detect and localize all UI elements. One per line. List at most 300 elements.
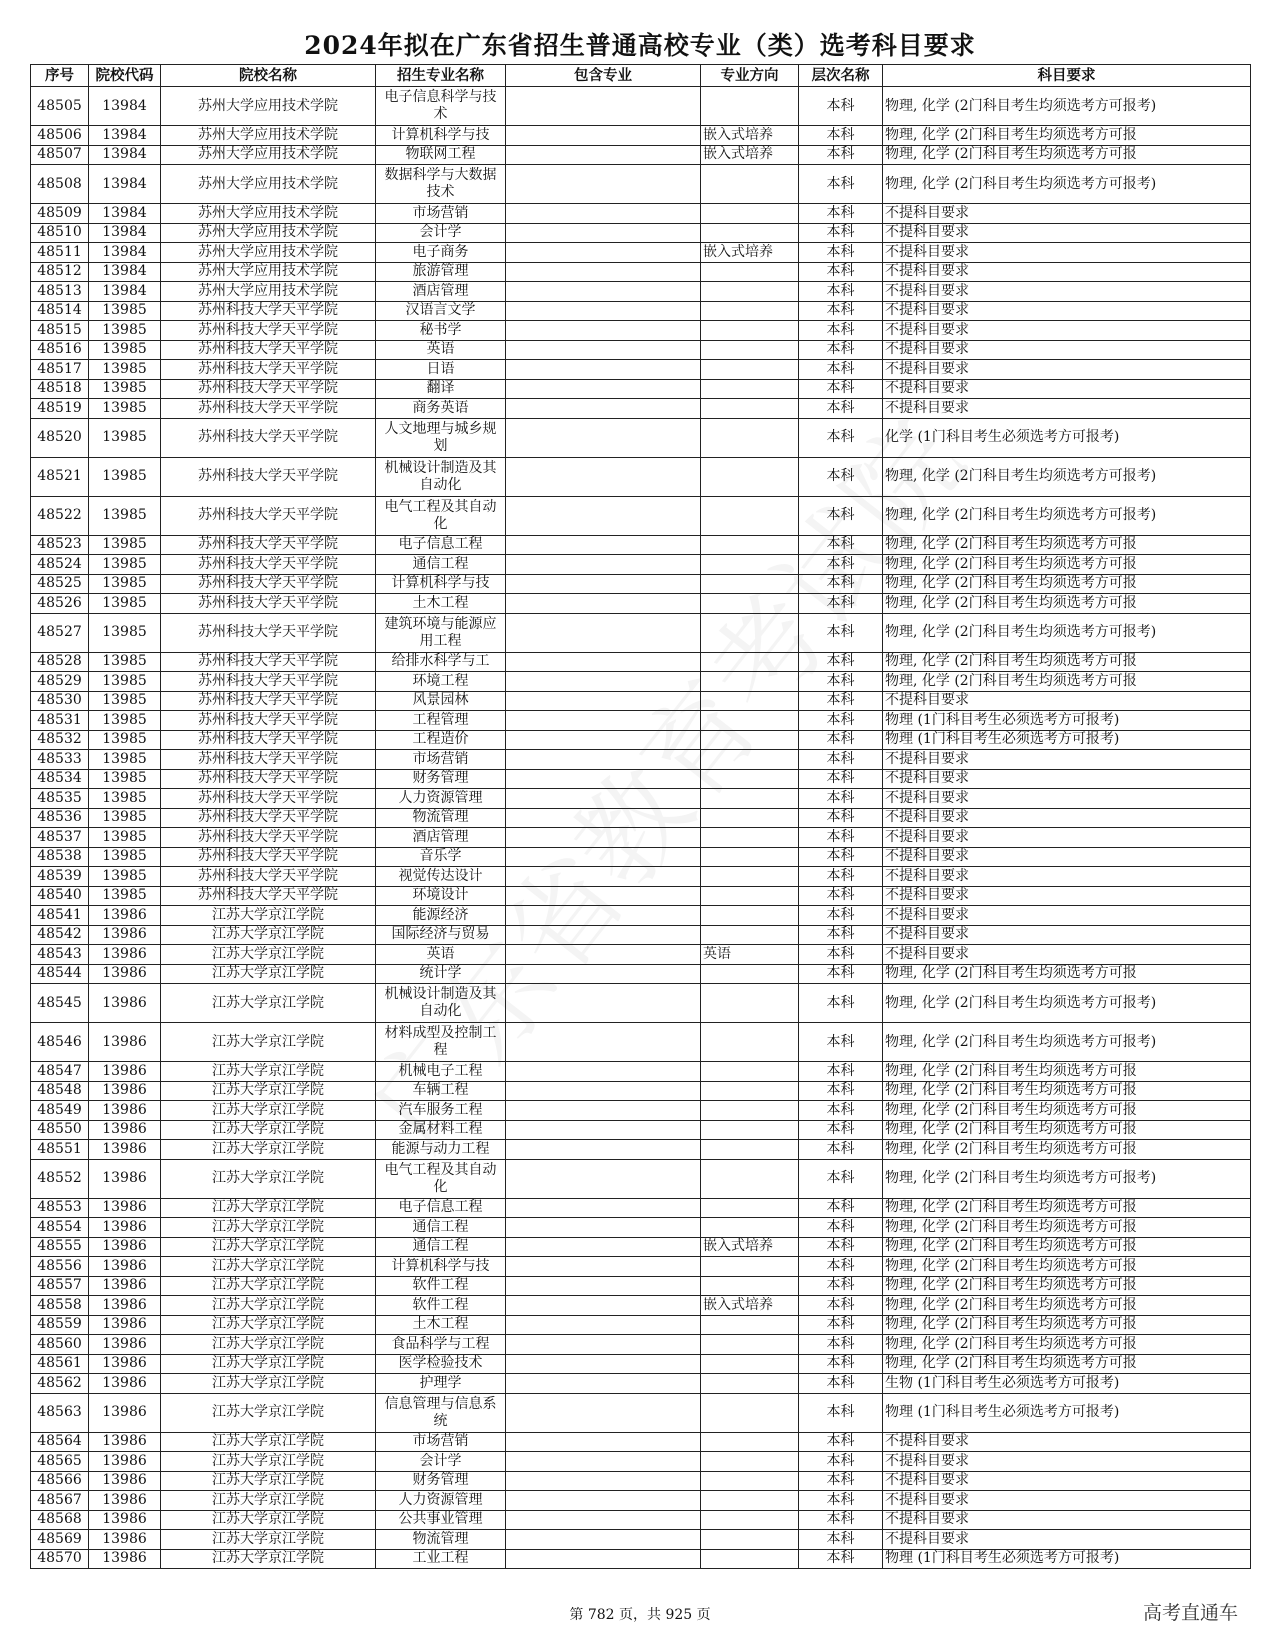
cell-included-majors <box>506 243 701 263</box>
cell-major-name: 能源与动力工程 <box>376 1140 506 1160</box>
cell-seq: 48511 <box>31 243 89 263</box>
cell-included-majors <box>506 1296 701 1316</box>
cell-school-code: 13986 <box>89 1237 161 1257</box>
cell-direction <box>701 594 799 614</box>
cell-level: 本科 <box>799 730 883 750</box>
cell-level: 本科 <box>799 321 883 341</box>
cell-school-name: 江苏大学京江学院 <box>161 984 376 1023</box>
cell-subject-req: 物理, 化学 (2门科目考生均须选考方可报 <box>883 1198 1251 1218</box>
cell-subject-req: 不提科目要求 <box>883 828 1251 848</box>
cell-school-name: 苏州科技大学天平学院 <box>161 457 376 496</box>
table-row <box>31 984 1251 1023</box>
cell-major-name: 通信工程 <box>376 1218 506 1238</box>
cell-subject-req: 物理, 化学 (2门科目考生均须选考方可报 <box>883 1296 1251 1316</box>
cell-included-majors <box>506 1374 701 1394</box>
cell-seq: 48569 <box>31 1530 89 1550</box>
cell-level: 本科 <box>799 360 883 380</box>
cell-school-name: 江苏大学京江学院 <box>161 1471 376 1491</box>
cell-level: 本科 <box>799 808 883 828</box>
cell-major-name: 数据科学与大数据技术 <box>376 165 506 204</box>
table-row <box>31 672 1251 692</box>
cell-seq: 48507 <box>31 145 89 165</box>
col-header-level: 层次名称 <box>799 65 883 87</box>
cell-major-name: 酒店管理 <box>376 828 506 848</box>
cell-seq: 48539 <box>31 867 89 887</box>
cell-included-majors <box>506 1198 701 1218</box>
cell-subject-req: 不提科目要求 <box>883 1491 1251 1511</box>
cell-school-name: 苏州大学应用技术学院 <box>161 126 376 146</box>
cell-subject-req: 物理, 化学 (2门科目考生均须选考方可报 <box>883 145 1251 165</box>
cell-seq: 48544 <box>31 964 89 984</box>
cell-included-majors <box>506 165 701 204</box>
cell-school-name: 苏州大学应用技术学院 <box>161 262 376 282</box>
cell-major-name: 物流管理 <box>376 1530 506 1550</box>
cell-level: 本科 <box>799 925 883 945</box>
cell-level: 本科 <box>799 418 883 457</box>
cell-direction <box>701 457 799 496</box>
cell-seq: 48565 <box>31 1452 89 1472</box>
cell-school-name: 江苏大学京江学院 <box>161 1530 376 1550</box>
cell-level: 本科 <box>799 1159 883 1198</box>
brand-logo-text: 高考直通车 <box>1142 1602 1238 1624</box>
cell-subject-req: 物理, 化学 (2门科目考生均须选考方可报 <box>883 1218 1251 1238</box>
cell-school-code: 13986 <box>89 1549 161 1569</box>
cell-level: 本科 <box>799 964 883 984</box>
cell-level: 本科 <box>799 750 883 770</box>
cell-direction <box>701 789 799 809</box>
cell-major-name: 市场营销 <box>376 750 506 770</box>
cell-major-name: 工程造价 <box>376 730 506 750</box>
cell-school-name: 江苏大学京江学院 <box>161 1491 376 1511</box>
table-row <box>31 1530 1251 1550</box>
cell-direction <box>701 204 799 224</box>
cell-seq: 48505 <box>31 87 89 126</box>
cell-subject-req: 不提科目要求 <box>883 945 1251 965</box>
cell-major-name: 信息管理与信息系统 <box>376 1393 506 1432</box>
cell-school-code: 13985 <box>89 613 161 652</box>
cell-included-majors <box>506 282 701 302</box>
cell-subject-req: 物理, 化学 (2门科目考生均须选考方可报 <box>883 1081 1251 1101</box>
cell-seq: 48568 <box>31 1510 89 1530</box>
cell-direction: 嵌入式培养 <box>701 145 799 165</box>
table-row <box>31 87 1251 126</box>
cell-subject-req: 物理, 化学 (2门科目考生均须选考方可报 <box>883 1140 1251 1160</box>
cell-school-code: 13986 <box>89 964 161 984</box>
cell-level: 本科 <box>799 1374 883 1394</box>
cell-major-name: 统计学 <box>376 964 506 984</box>
cell-seq: 48537 <box>31 828 89 848</box>
cell-level: 本科 <box>799 847 883 867</box>
cell-level: 本科 <box>799 1393 883 1432</box>
table-row <box>31 1315 1251 1335</box>
table-row <box>31 964 1251 984</box>
cell-subject-req: 物理, 化学 (2门科目考生均须选考方可报 <box>883 555 1251 575</box>
cell-seq: 48557 <box>31 1276 89 1296</box>
cell-major-name: 视觉传达设计 <box>376 867 506 887</box>
cell-subject-req: 不提科目要求 <box>883 399 1251 419</box>
table-body <box>31 87 1251 1569</box>
cell-seq: 48532 <box>31 730 89 750</box>
cell-included-majors <box>506 808 701 828</box>
cell-direction <box>701 672 799 692</box>
cell-school-name: 江苏大学京江学院 <box>161 1120 376 1140</box>
cell-included-majors <box>506 1140 701 1160</box>
cell-seq: 48514 <box>31 301 89 321</box>
cell-level: 本科 <box>799 1315 883 1335</box>
cell-school-code: 13985 <box>89 867 161 887</box>
cell-subject-req: 物理, 化学 (2门科目考生均须选考方可报考) <box>883 984 1251 1023</box>
cell-subject-req: 物理, 化学 (2门科目考生均须选考方可报 <box>883 1101 1251 1121</box>
cell-school-name: 苏州科技大学天平学院 <box>161 789 376 809</box>
cell-included-majors <box>506 1159 701 1198</box>
cell-included-majors <box>506 1062 701 1082</box>
cell-school-name: 苏州科技大学天平学院 <box>161 321 376 341</box>
table-row <box>31 613 1251 652</box>
cell-subject-req: 物理, 化学 (2门科目考生均须选考方可报考) <box>883 1159 1251 1198</box>
cell-subject-req: 不提科目要求 <box>883 769 1251 789</box>
cell-included-majors <box>506 340 701 360</box>
cell-seq: 48548 <box>31 1081 89 1101</box>
cell-school-name: 江苏大学京江学院 <box>161 1315 376 1335</box>
cell-major-name: 酒店管理 <box>376 282 506 302</box>
table-row <box>31 808 1251 828</box>
cell-school-name: 江苏大学京江学院 <box>161 1159 376 1198</box>
cell-level: 本科 <box>799 204 883 224</box>
cell-major-name: 物流管理 <box>376 808 506 828</box>
cell-included-majors <box>506 691 701 711</box>
cell-level: 本科 <box>799 1452 883 1472</box>
cell-direction <box>701 1471 799 1491</box>
cell-included-majors <box>506 828 701 848</box>
cell-direction <box>701 769 799 789</box>
cell-subject-req: 物理, 化学 (2门科目考生均须选考方可报 <box>883 535 1251 555</box>
table-row <box>31 1510 1251 1530</box>
cell-direction <box>701 321 799 341</box>
cell-direction <box>701 1023 799 1062</box>
cell-school-name: 苏州科技大学天平学院 <box>161 730 376 750</box>
cell-direction <box>701 360 799 380</box>
cell-major-name: 计算机科学与技 <box>376 126 506 146</box>
cell-included-majors <box>506 574 701 594</box>
cell-school-name: 苏州科技大学天平学院 <box>161 711 376 731</box>
cell-school-code: 13986 <box>89 1393 161 1432</box>
cell-included-majors <box>506 613 701 652</box>
cell-direction <box>701 711 799 731</box>
cell-level: 本科 <box>799 1062 883 1082</box>
table-row <box>31 457 1251 496</box>
table-row <box>31 1257 1251 1277</box>
cell-subject-req: 不提科目要求 <box>883 204 1251 224</box>
col-header-subject-req: 科目要求 <box>883 65 1251 87</box>
cell-school-name: 江苏大学京江学院 <box>161 1237 376 1257</box>
cell-subject-req: 不提科目要求 <box>883 789 1251 809</box>
cell-included-majors <box>506 789 701 809</box>
cell-major-name: 材料成型及控制工程 <box>376 1023 506 1062</box>
cell-school-code: 13986 <box>89 984 161 1023</box>
cell-direction <box>701 282 799 302</box>
cell-major-name: 人力资源管理 <box>376 789 506 809</box>
cell-direction <box>701 418 799 457</box>
cell-major-name: 机械电子工程 <box>376 1062 506 1082</box>
cell-seq: 48562 <box>31 1374 89 1394</box>
cell-seq: 48570 <box>31 1549 89 1569</box>
cell-school-name: 苏州科技大学天平学院 <box>161 301 376 321</box>
cell-major-name: 市场营销 <box>376 204 506 224</box>
cell-seq: 48520 <box>31 418 89 457</box>
table-row <box>31 750 1251 770</box>
cell-included-majors <box>506 1218 701 1238</box>
cell-school-name: 江苏大学京江学院 <box>161 945 376 965</box>
cell-school-code: 13984 <box>89 165 161 204</box>
cell-major-name: 国际经济与贸易 <box>376 925 506 945</box>
table-row <box>31 886 1251 906</box>
table-row <box>31 399 1251 419</box>
cell-major-name: 通信工程 <box>376 1237 506 1257</box>
cell-school-name: 江苏大学京江学院 <box>161 1549 376 1569</box>
table-row <box>31 379 1251 399</box>
cell-direction <box>701 165 799 204</box>
cell-included-majors <box>506 886 701 906</box>
cell-school-name: 苏州科技大学天平学院 <box>161 672 376 692</box>
cell-school-name: 江苏大学京江学院 <box>161 1140 376 1160</box>
table-row <box>31 282 1251 302</box>
cell-major-name: 人文地理与城乡规划 <box>376 418 506 457</box>
cell-seq: 48506 <box>31 126 89 146</box>
cell-level: 本科 <box>799 906 883 926</box>
cell-level: 本科 <box>799 769 883 789</box>
cell-seq: 48526 <box>31 594 89 614</box>
table-row <box>31 828 1251 848</box>
cell-included-majors <box>506 555 701 575</box>
cell-subject-req: 不提科目要求 <box>883 321 1251 341</box>
cell-major-name: 食品科学与工程 <box>376 1335 506 1355</box>
cell-school-code: 13986 <box>89 1198 161 1218</box>
cell-school-name: 苏州科技大学天平学院 <box>161 691 376 711</box>
cell-major-name: 会计学 <box>376 1452 506 1472</box>
cell-subject-req: 物理 (1门科目考生必须选考方可报考) <box>883 730 1251 750</box>
cell-subject-req: 不提科目要求 <box>883 262 1251 282</box>
cell-level: 本科 <box>799 574 883 594</box>
cell-direction <box>701 1198 799 1218</box>
table-row <box>31 204 1251 224</box>
cell-included-majors <box>506 1549 701 1569</box>
table-row <box>31 925 1251 945</box>
cell-seq: 48560 <box>31 1335 89 1355</box>
cell-major-name: 金属材料工程 <box>376 1120 506 1140</box>
cell-major-name: 商务英语 <box>376 399 506 419</box>
cell-direction <box>701 906 799 926</box>
cell-seq: 48551 <box>31 1140 89 1160</box>
cell-subject-req: 物理, 化学 (2门科目考生均须选考方可报 <box>883 1315 1251 1335</box>
cell-seq: 48525 <box>31 574 89 594</box>
cell-direction <box>701 691 799 711</box>
cell-school-name: 江苏大学京江学院 <box>161 1335 376 1355</box>
cell-subject-req: 物理, 化学 (2门科目考生均须选考方可报 <box>883 1276 1251 1296</box>
cell-major-name: 英语 <box>376 945 506 965</box>
cell-school-name: 苏州科技大学天平学院 <box>161 555 376 575</box>
col-header-direction: 专业方向 <box>701 65 799 87</box>
cell-direction <box>701 730 799 750</box>
cell-school-code: 13986 <box>89 1120 161 1140</box>
cell-seq: 48545 <box>31 984 89 1023</box>
cell-included-majors <box>506 1471 701 1491</box>
cell-school-code: 13986 <box>89 1452 161 1472</box>
cell-major-name: 环境工程 <box>376 672 506 692</box>
cell-subject-req: 不提科目要求 <box>883 379 1251 399</box>
cell-seq: 48540 <box>31 886 89 906</box>
cell-school-name: 江苏大学京江学院 <box>161 1062 376 1082</box>
table-row <box>31 340 1251 360</box>
cell-included-majors <box>506 204 701 224</box>
cell-school-name: 江苏大学京江学院 <box>161 964 376 984</box>
cell-subject-req: 不提科目要求 <box>883 301 1251 321</box>
cell-included-majors <box>506 906 701 926</box>
cell-direction <box>701 399 799 419</box>
cell-level: 本科 <box>799 1354 883 1374</box>
cell-major-name: 环境设计 <box>376 886 506 906</box>
cell-school-name: 江苏大学京江学院 <box>161 1257 376 1277</box>
cell-seq: 48554 <box>31 1218 89 1238</box>
cell-seq: 48523 <box>31 535 89 555</box>
cell-major-name: 物联网工程 <box>376 145 506 165</box>
cell-subject-req: 物理, 化学 (2门科目考生均须选考方可报 <box>883 672 1251 692</box>
cell-subject-req: 不提科目要求 <box>883 1530 1251 1550</box>
cell-level: 本科 <box>799 594 883 614</box>
cell-school-code: 13986 <box>89 1023 161 1062</box>
cell-subject-req: 不提科目要求 <box>883 886 1251 906</box>
cell-included-majors <box>506 1257 701 1277</box>
cell-major-name: 翻译 <box>376 379 506 399</box>
table-row <box>31 1081 1251 1101</box>
cell-school-code: 13984 <box>89 262 161 282</box>
cell-seq: 48518 <box>31 379 89 399</box>
cell-major-name: 音乐学 <box>376 847 506 867</box>
cell-level: 本科 <box>799 243 883 263</box>
cell-school-code: 13985 <box>89 574 161 594</box>
cell-school-name: 苏州大学应用技术学院 <box>161 145 376 165</box>
cell-school-name: 江苏大学京江学院 <box>161 1101 376 1121</box>
cell-level: 本科 <box>799 1257 883 1277</box>
table-row <box>31 574 1251 594</box>
cell-direction <box>701 1549 799 1569</box>
table-row <box>31 418 1251 457</box>
cell-included-majors <box>506 1335 701 1355</box>
table-row <box>31 1101 1251 1121</box>
cell-school-code: 13984 <box>89 87 161 126</box>
cell-direction <box>701 1257 799 1277</box>
cell-school-code: 13986 <box>89 1354 161 1374</box>
table-row <box>31 1218 1251 1238</box>
table-row <box>31 945 1251 965</box>
cell-level: 本科 <box>799 867 883 887</box>
cell-included-majors <box>506 1452 701 1472</box>
page-footer: 第 782 页，共 925 页 <box>569 1607 711 1623</box>
cell-direction <box>701 301 799 321</box>
cell-level: 本科 <box>799 1432 883 1452</box>
table-row <box>31 1354 1251 1374</box>
cell-major-name: 风景园林 <box>376 691 506 711</box>
cell-included-majors <box>506 87 701 126</box>
cell-subject-req: 物理, 化学 (2门科目考生均须选考方可报 <box>883 964 1251 984</box>
cell-major-name: 机械设计制造及其自动化 <box>376 457 506 496</box>
cell-direction <box>701 496 799 535</box>
cell-subject-req: 物理, 化学 (2门科目考生均须选考方可报考) <box>883 87 1251 126</box>
cell-school-code: 13986 <box>89 1510 161 1530</box>
cell-school-code: 13985 <box>89 711 161 731</box>
table-row <box>31 691 1251 711</box>
cell-school-name: 苏州科技大学天平学院 <box>161 418 376 457</box>
cell-direction <box>701 925 799 945</box>
col-header-school-code: 院校代码 <box>89 65 161 87</box>
table-row <box>31 262 1251 282</box>
cell-major-name: 通信工程 <box>376 555 506 575</box>
cell-school-name: 江苏大学京江学院 <box>161 925 376 945</box>
cell-school-code: 13984 <box>89 243 161 263</box>
cell-major-name: 日语 <box>376 360 506 380</box>
cell-school-code: 13985 <box>89 555 161 575</box>
cell-direction <box>701 1101 799 1121</box>
cell-school-name: 江苏大学京江学院 <box>161 1452 376 1472</box>
cell-direction <box>701 1315 799 1335</box>
cell-school-name: 江苏大学京江学院 <box>161 1023 376 1062</box>
cell-school-name: 苏州科技大学天平学院 <box>161 828 376 848</box>
cell-included-majors <box>506 360 701 380</box>
cell-subject-req: 不提科目要求 <box>883 1510 1251 1530</box>
cell-included-majors <box>506 711 701 731</box>
cell-direction <box>701 1062 799 1082</box>
cell-school-name: 苏州科技大学天平学院 <box>161 867 376 887</box>
table-row <box>31 789 1251 809</box>
cell-level: 本科 <box>799 262 883 282</box>
cell-seq: 48521 <box>31 457 89 496</box>
table-row <box>31 1549 1251 1569</box>
cell-seq: 48556 <box>31 1257 89 1277</box>
cell-school-name: 江苏大学京江学院 <box>161 1393 376 1432</box>
cell-direction <box>701 1335 799 1355</box>
cell-direction <box>701 613 799 652</box>
cell-included-majors <box>506 769 701 789</box>
table-row <box>31 1296 1251 1316</box>
cell-included-majors <box>506 1023 701 1062</box>
col-header-seq: 序号 <box>31 65 89 87</box>
cell-school-name: 苏州大学应用技术学院 <box>161 87 376 126</box>
col-header-major-name: 招生专业名称 <box>376 65 506 87</box>
cell-level: 本科 <box>799 1140 883 1160</box>
table-row <box>31 1374 1251 1394</box>
cell-seq: 48567 <box>31 1491 89 1511</box>
cell-level: 本科 <box>799 340 883 360</box>
cell-major-name: 计算机科学与技 <box>376 1257 506 1277</box>
cell-included-majors <box>506 867 701 887</box>
cell-level: 本科 <box>799 672 883 692</box>
cell-subject-req: 不提科目要求 <box>883 906 1251 926</box>
cell-school-code: 13986 <box>89 1062 161 1082</box>
cell-included-majors <box>506 730 701 750</box>
cell-school-name: 苏州科技大学天平学院 <box>161 535 376 555</box>
cell-subject-req: 不提科目要求 <box>883 867 1251 887</box>
cell-direction <box>701 1276 799 1296</box>
cell-included-majors <box>506 925 701 945</box>
cell-included-majors <box>506 126 701 146</box>
cell-major-name: 土木工程 <box>376 1315 506 1335</box>
cell-school-name: 苏州科技大学天平学院 <box>161 360 376 380</box>
cell-level: 本科 <box>799 789 883 809</box>
cell-school-code: 13986 <box>89 1491 161 1511</box>
cell-subject-req: 物理, 化学 (2门科目考生均须选考方可报考) <box>883 496 1251 535</box>
cell-included-majors <box>506 1491 701 1511</box>
table-row <box>31 847 1251 867</box>
cell-school-code: 13985 <box>89 808 161 828</box>
